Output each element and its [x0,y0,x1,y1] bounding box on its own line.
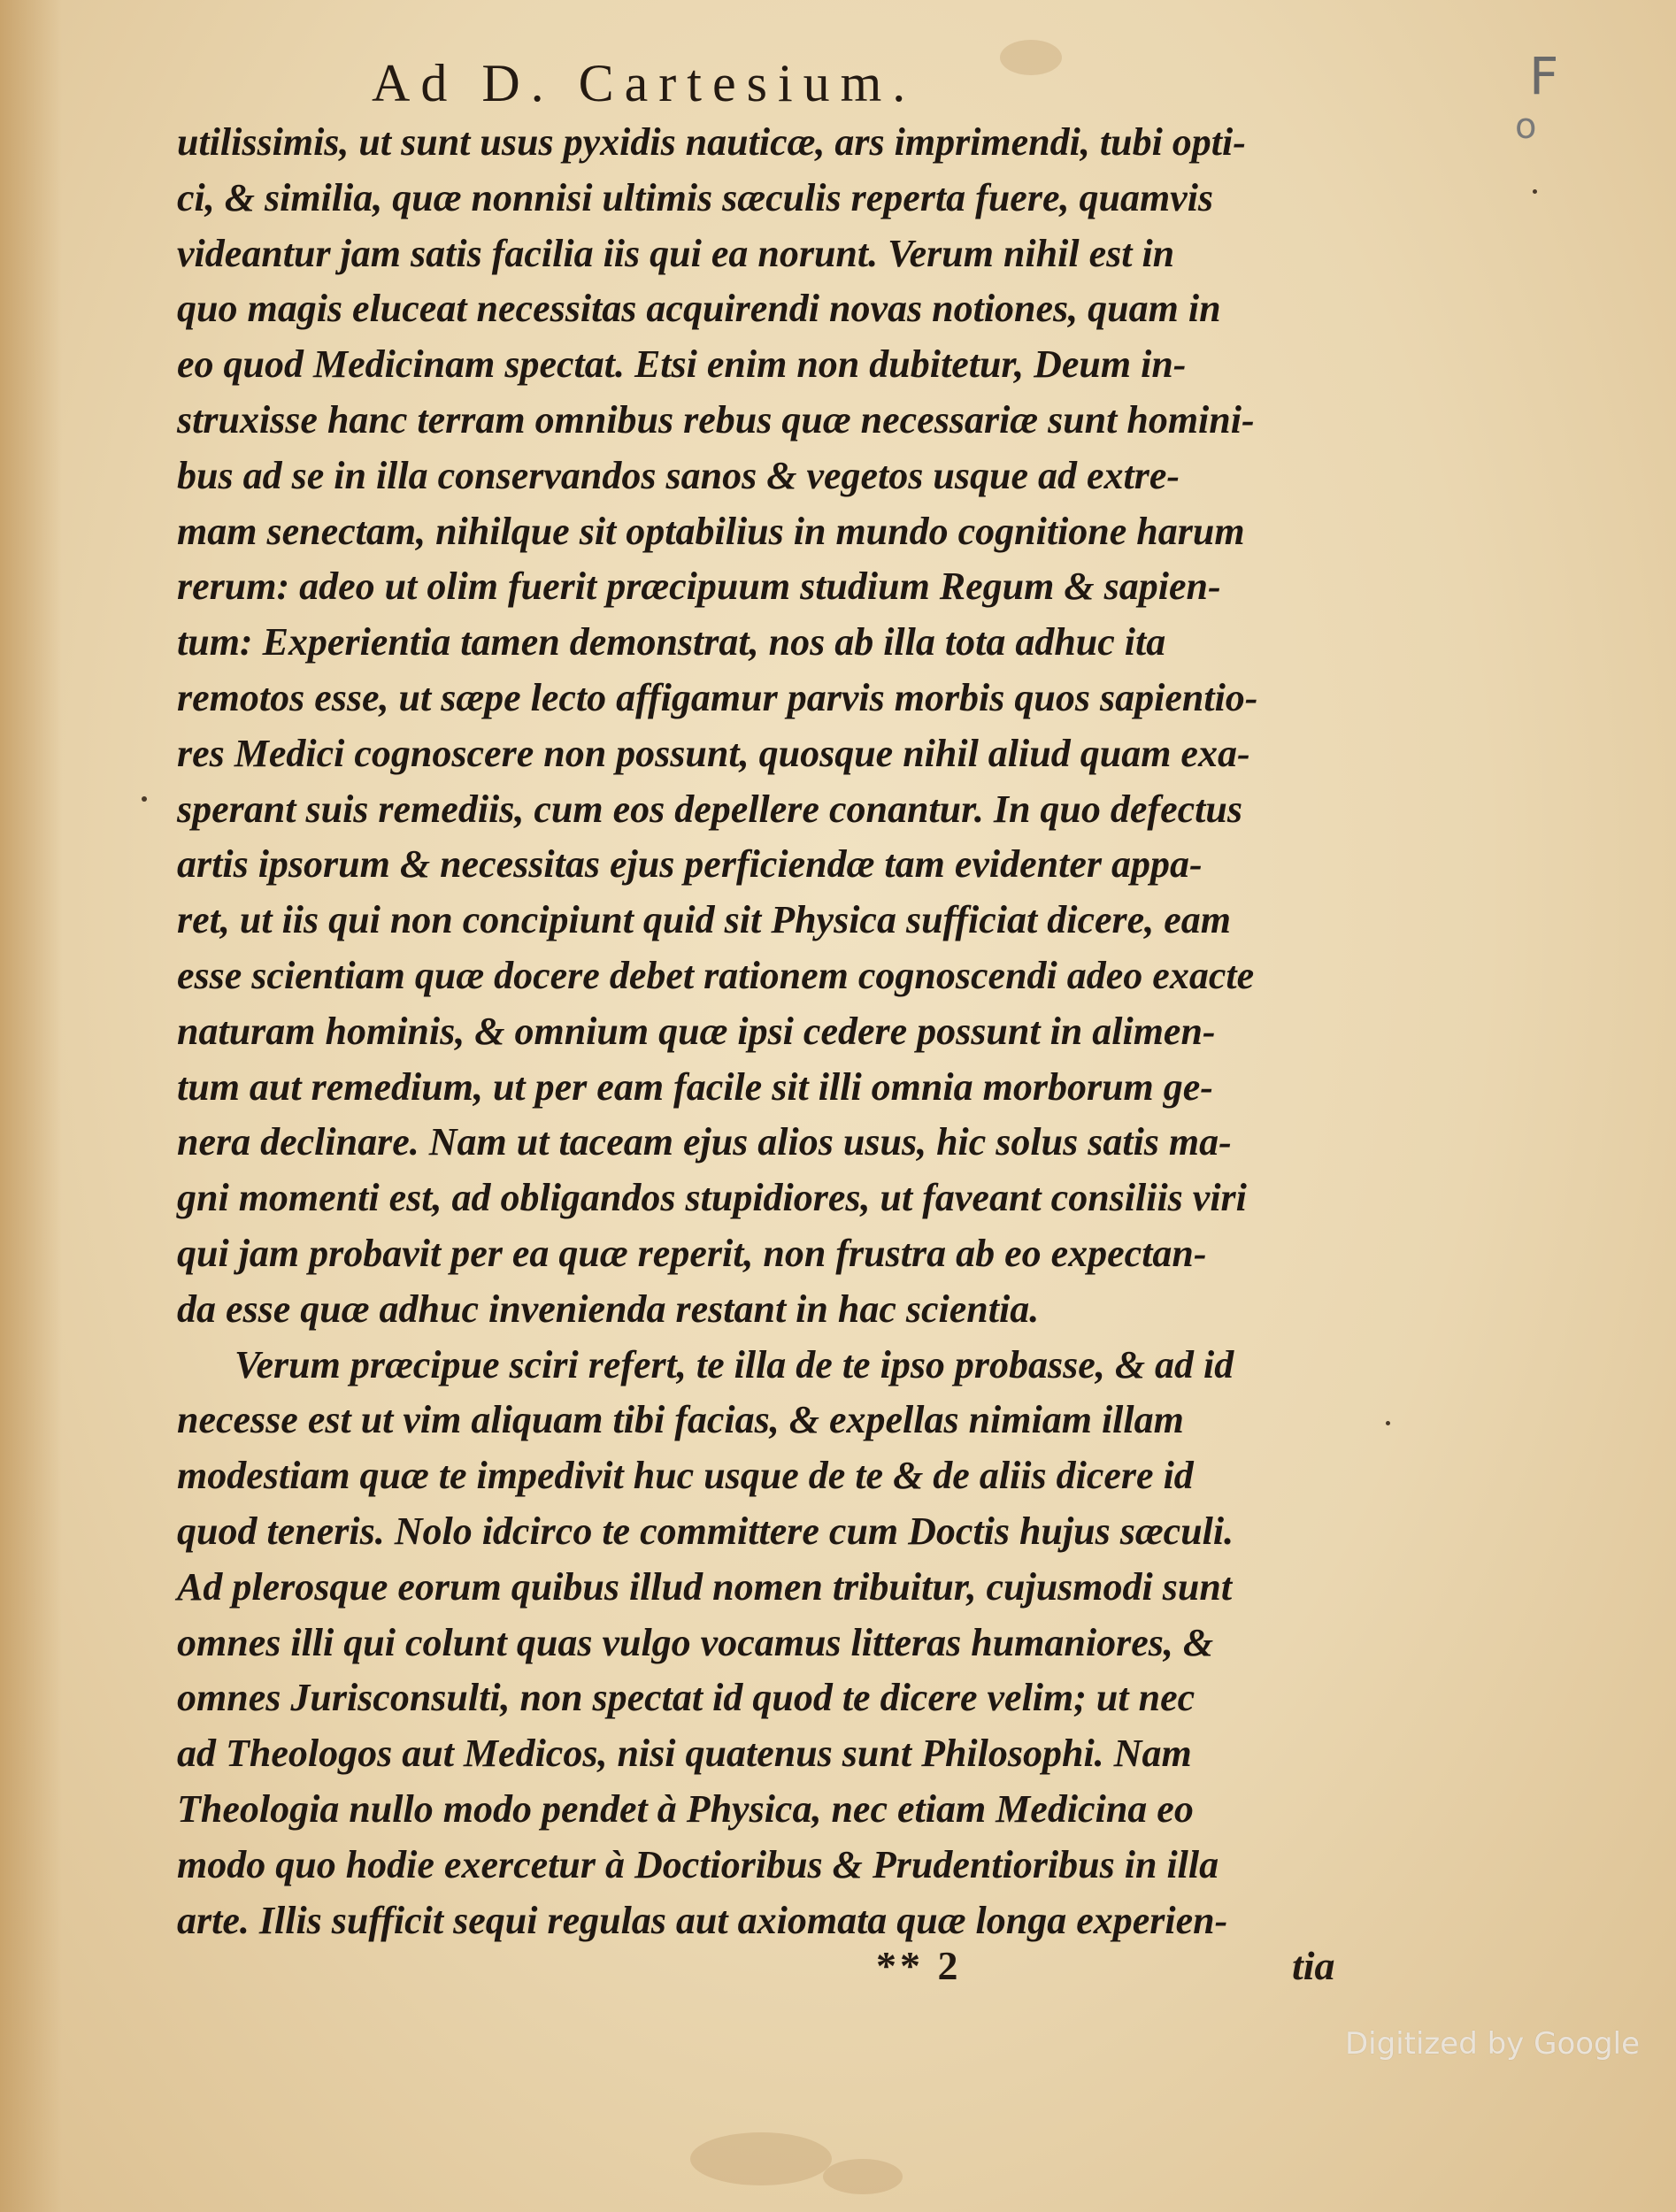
text-line: ad Theologos aut Medicos, nisi quatenus sunt Philosophi. Nam [177,1732,1192,1776]
paper-stain [690,2132,832,2185]
text-line: quo magis eluceat necessitas acquirendi novas notiones, quam in [177,287,1221,331]
text-line: ret, ut iis qui non concipiunt quid sit Physica sufficiat dicere, eam [177,898,1231,942]
text-line: da esse quæ adhuc invenienda restant in hac scientia. [177,1286,1040,1331]
text-line: struxisse hanc terram omnibus rebus quæ necessariæ sunt homini- [177,397,1255,442]
text-line: ci, & similia, quæ nonnisi ultimis sæculis reperta fuere, quamvis [177,175,1214,219]
text-line: nera declinare. Nam ut taceam ejus alios usus, hic solus satis ma- [177,1120,1232,1164]
text-line: remotos esse, ut sæpe lecto affigamur parvis morbis quos sapientio- [177,675,1258,719]
paper-stain [823,2159,903,2194]
page-gutter-shadow [0,0,62,2212]
text-line: omnes illi qui colunt quas vulgo vocamus litteras humaniores, & [177,1620,1214,1664]
margin-annotation-mark: o [1515,106,1537,147]
text-line: eo quod Medicinam spectat. Etsi enim non dubitetur, Deum in- [177,342,1187,387]
text-line: necesse est ut vim aliquam tibi facias, & expellas nimiam illam [177,1398,1184,1442]
text-line: Theologia nullo modo pendet à Physica, nec etiam Medicina eo [177,1786,1194,1831]
text-line: utilissimis, ut sunt usus pyxidis nauticæ, ars imprimendi, tubi opti- [177,120,1246,164]
paragraph-first-line: Verum præcipue sciri refert, te illa de te ipso probasse, & ad id [234,1342,1234,1386]
text-line: tum: Experientia tamen demonstrat, nos ab illa tota adhuc ita [177,620,1166,664]
text-line: Ad plerosque eorum quibus illud nomen tribuitur, cujusmodi sunt [177,1564,1233,1609]
ink-speck [1386,1421,1390,1425]
text-line: esse scientiam quæ docere debet rationem cognoscendi adeo exacte [177,953,1255,997]
signature-mark: ** 2 [876,1943,962,1988]
catchword: tia [1292,1943,1335,1988]
text-line: omnes Jurisconsulti, non spectat id quod te dicere velim; ut nec [177,1676,1195,1720]
text-line: mam senectam, nihilque sit optabilius in mundo cognitione harum [177,509,1245,553]
text-line: res Medici cognoscere non possunt, quosque nihil aliud quam exa- [177,731,1250,775]
text-line: sperant suis remediis, cum eos depellere conantur. In quo defectus [177,787,1242,831]
text-line: arte. Illis sufficit sequi regulas aut axiomata quæ longa experien- [177,1898,1228,1942]
text-line: tum aut remedium, ut per eam facile sit illi omnia morborum ge- [177,1064,1213,1109]
text-line: artis ipsorum & necessitas ejus perficiendæ tam evidenter appa- [177,842,1203,887]
text-line: gni momenti est, ad obligandos stupidiores, ut faveant consiliis viri [177,1176,1247,1220]
page-footer [876,1942,1335,1989]
text-line: qui jam probavit per ea quæ reperit, non frustra ab eo expectan- [177,1231,1207,1275]
ink-speck [142,796,147,802]
text-line: quod teneris. Nolo idcirco te committere cum Doctis hujus sæculi. [177,1509,1234,1553]
margin-annotation: F [1529,46,1559,106]
running-header: Ad D. Cartesium. [372,54,917,112]
digitization-watermark: Digitized by Google [1345,2026,1640,2062]
body-text [177,115,1354,1948]
text-line: naturam hominis, & omnium quæ ipsi cedere possunt in alimen- [177,1009,1216,1053]
text-line: videantur jam satis facilia iis qui ea norunt. Verum nihil est in [177,231,1175,275]
text-line: bus ad se in illa conservandos sanos & vegetos usque ad extre- [177,453,1180,497]
text-line: modestiam quæ te impedivit huc usque de te & de aliis dicere id [177,1454,1194,1498]
text-line: rerum: adeo ut olim fuerit præcipuum studium Regum & sapien- [177,565,1221,609]
ink-speck [1533,189,1537,194]
text-line: modo quo hodie exercetur à Doctioribus & Prudentioribus in illa [177,1842,1219,1886]
